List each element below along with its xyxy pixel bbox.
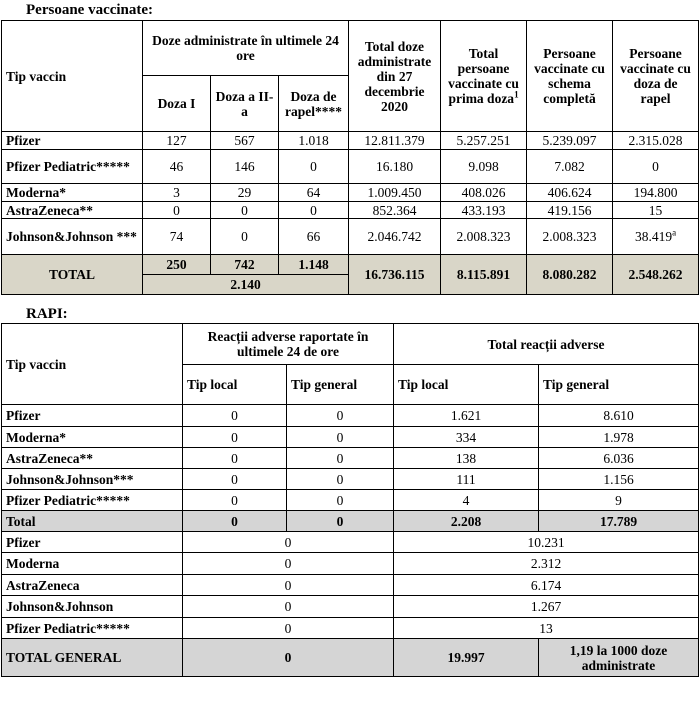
cell-doza-1: 127 <box>143 132 211 150</box>
cell-doza-2: 0 <box>211 219 279 255</box>
total-row <box>2 255 699 275</box>
cell-prima-doza: 2.008.323 <box>441 219 527 255</box>
cell-total-doze: 852.364 <box>349 202 441 219</box>
header-tip-vaccin: Tip vaccin <box>2 21 143 132</box>
row-label: AstraZeneca** <box>2 202 143 219</box>
header-tip-general-total: Tip general <box>539 365 699 405</box>
row-label: Pfizer <box>2 532 183 553</box>
cell-sum-24h: 0 <box>183 575 394 596</box>
table-row <box>2 490 699 511</box>
cell-rapel: 0 <box>613 150 699 184</box>
cell-general-24h: 0 <box>287 469 394 490</box>
header-tip-vaccin-rapi: Tip vaccin <box>2 324 183 405</box>
cell-doza-1: 74 <box>143 219 211 255</box>
cell-rapel: 38.419$^a$ <box>613 219 699 255</box>
cell-doza-2: 567 <box>211 132 279 150</box>
total-doza-2: 742 <box>211 255 279 275</box>
cell-general-total: 1.978 <box>539 427 699 448</box>
cell-general-24h: 0 <box>287 448 394 469</box>
cell-general-24h: 0 <box>287 490 394 511</box>
cell-sum-total: 10.231 <box>394 532 699 553</box>
cell-prima-doza: 408.026 <box>441 184 527 202</box>
cell-rapel: 15 <box>613 202 699 219</box>
table-row <box>2 427 699 448</box>
row-label: Moderna* <box>2 427 183 448</box>
cell-sum-24h: 0 <box>183 596 394 618</box>
cell-sum-total: 6.174 <box>394 575 699 596</box>
table-row <box>2 448 699 469</box>
cell-doza-2: 29 <box>211 184 279 202</box>
row-label: Pfizer <box>2 405 183 427</box>
total-general-24h: 0 <box>287 511 394 532</box>
cell-rapel: 2.315.028 <box>613 132 699 150</box>
header-total-doze: Total doze administrate din 27 decembrie 2020 <box>349 21 441 132</box>
table-row <box>2 150 699 184</box>
total-label: TOTAL <box>2 255 143 295</box>
table-row <box>2 219 699 255</box>
grand-total-row <box>2 639 699 677</box>
header-doze-24h: Doze administrate în ultimele 24 ore <box>143 21 349 76</box>
header-total-reactii: Total reacții adverse <box>394 324 699 365</box>
cell-doza-rapel: 66 <box>279 219 349 255</box>
cell-doza-rapel: 1.018 <box>279 132 349 150</box>
cell-local-24h: 0 <box>183 490 287 511</box>
header-schema-completa: Persoane vaccinate cu schema completă <box>527 21 613 132</box>
cell-local-24h: 0 <box>183 469 287 490</box>
cell-schema: 406.624 <box>527 184 613 202</box>
total-local-24h: 0 <box>183 511 287 532</box>
sum-row <box>2 532 699 553</box>
cell-total-doze: 16.180 <box>349 150 441 184</box>
row-label: Moderna <box>2 553 183 575</box>
cell-schema: 7.082 <box>527 150 613 184</box>
grand-total-label: TOTAL GENERAL <box>2 639 183 677</box>
row-label: Johnson&Johnson <box>2 596 183 618</box>
row-label: Pfizer Pediatric***** <box>2 490 183 511</box>
grand-total-24h: 0 <box>183 639 394 677</box>
total-local-total: 2.208 <box>394 511 539 532</box>
total-schema: 8.080.282 <box>527 255 613 295</box>
cell-prima-doza: 9.098 <box>441 150 527 184</box>
row-label: AstraZeneca <box>2 575 183 596</box>
header-tip-local-total: Tip local <box>394 365 539 405</box>
table-row <box>2 405 699 427</box>
cell-local-total: 111 <box>394 469 539 490</box>
cell-total-doze: 12.811.379 <box>349 132 441 150</box>
row-label: Pfizer Pediatric***** <box>2 150 143 184</box>
total-sum-24h: 2.140 <box>143 275 349 295</box>
header-rapel-total: Persoane vaccinate cu doza de rapel <box>613 21 699 132</box>
cell-local-total: 1.621 <box>394 405 539 427</box>
cell-schema: 2.008.323 <box>527 219 613 255</box>
cell-general-total: 8.610 <box>539 405 699 427</box>
cell-sum-total: 13 <box>394 618 699 639</box>
grand-total-value: 19.997 <box>394 639 539 677</box>
total-general-total: 17.789 <box>539 511 699 532</box>
header-tip-general-24h: Tip general <box>287 365 394 405</box>
total-label: Total <box>2 511 183 532</box>
cell-doza-1: 0 <box>143 202 211 219</box>
table-row <box>2 184 699 202</box>
cell-doza-rapel: 0 <box>279 202 349 219</box>
total-rapel: 2.548.262 <box>613 255 699 295</box>
cell-rapel: 194.800 <box>613 184 699 202</box>
rapi-table <box>1 323 699 677</box>
cell-doza-2: 146 <box>211 150 279 184</box>
sum-row <box>2 596 699 618</box>
cell-local-total: 4 <box>394 490 539 511</box>
total-doza-1: 250 <box>143 255 211 275</box>
cell-general-total: 6.036 <box>539 448 699 469</box>
row-label: Pfizer Pediatric***** <box>2 618 183 639</box>
total-row <box>2 511 699 532</box>
cell-doza-1: 46 <box>143 150 211 184</box>
cell-prima-doza: 433.193 <box>441 202 527 219</box>
cell-local-24h: 0 <box>183 405 287 427</box>
sum-row <box>2 553 699 575</box>
header-doza-1: Doza I <box>143 76 211 132</box>
row-label: Johnson&Johnson *** <box>2 219 143 255</box>
row-label: Pfizer <box>2 132 143 150</box>
cell-local-24h: 0 <box>183 427 287 448</box>
cell-local-total: 334 <box>394 427 539 448</box>
table-row <box>2 132 699 150</box>
cell-doza-rapel: 64 <box>279 184 349 202</box>
cell-local-total: 138 <box>394 448 539 469</box>
row-label: Moderna* <box>2 184 143 202</box>
grand-total-rate: 1,19 la 1000 doze administrate <box>539 639 699 677</box>
cell-sum-24h: 0 <box>183 553 394 575</box>
cell-total-doze: 2.046.742 <box>349 219 441 255</box>
header-reactii-24h: Reacții adverse raportate în ultimele 24 de ore <box>183 324 394 365</box>
header-doza-2: Doza a II-a <box>211 76 279 132</box>
cell-sum-24h: 0 <box>183 532 394 553</box>
table-row <box>2 469 699 490</box>
cell-prima-doza: 5.257.251 <box>441 132 527 150</box>
cell-general-total: 1.156 <box>539 469 699 490</box>
cell-sum-total: 2.312 <box>394 553 699 575</box>
cell-schema: 419.156 <box>527 202 613 219</box>
section-title-persoane-vaccinate: Persoane vaccinate: <box>26 2 154 18</box>
cell-general-24h: 0 <box>287 405 394 427</box>
cell-general-24h: 0 <box>287 427 394 448</box>
cell-sum-total: 1.267 <box>394 596 699 618</box>
cell-general-total: 9 <box>539 490 699 511</box>
cell-total-doze: 1.009.450 <box>349 184 441 202</box>
cell-doza-2: 0 <box>211 202 279 219</box>
total-doza-rapel: 1.148 <box>279 255 349 275</box>
cell-local-24h: 0 <box>183 448 287 469</box>
section-title-rapi: RAPI: <box>26 306 68 322</box>
sum-row <box>2 575 699 596</box>
row-label: AstraZeneca** <box>2 448 183 469</box>
cell-sum-24h: 0 <box>183 618 394 639</box>
header-tip-local-24h: Tip local <box>183 365 287 405</box>
row-label: Johnson&Johnson*** <box>2 469 183 490</box>
cell-doza-1: 3 <box>143 184 211 202</box>
total-prima-doza: 8.115.891 <box>441 255 527 295</box>
vaccinated-table <box>1 20 699 295</box>
cell-schema: 5.239.097 <box>527 132 613 150</box>
sum-row <box>2 618 699 639</box>
header-prima-doza: Total persoane vaccinate cu prima doza$^1$ <box>441 21 527 132</box>
cell-doza-rapel: 0 <box>279 150 349 184</box>
header-doza-rapel: Doza de rapel**** <box>279 76 349 132</box>
total-total-doze: 16.736.115 <box>349 255 441 295</box>
table-row <box>2 202 699 219</box>
